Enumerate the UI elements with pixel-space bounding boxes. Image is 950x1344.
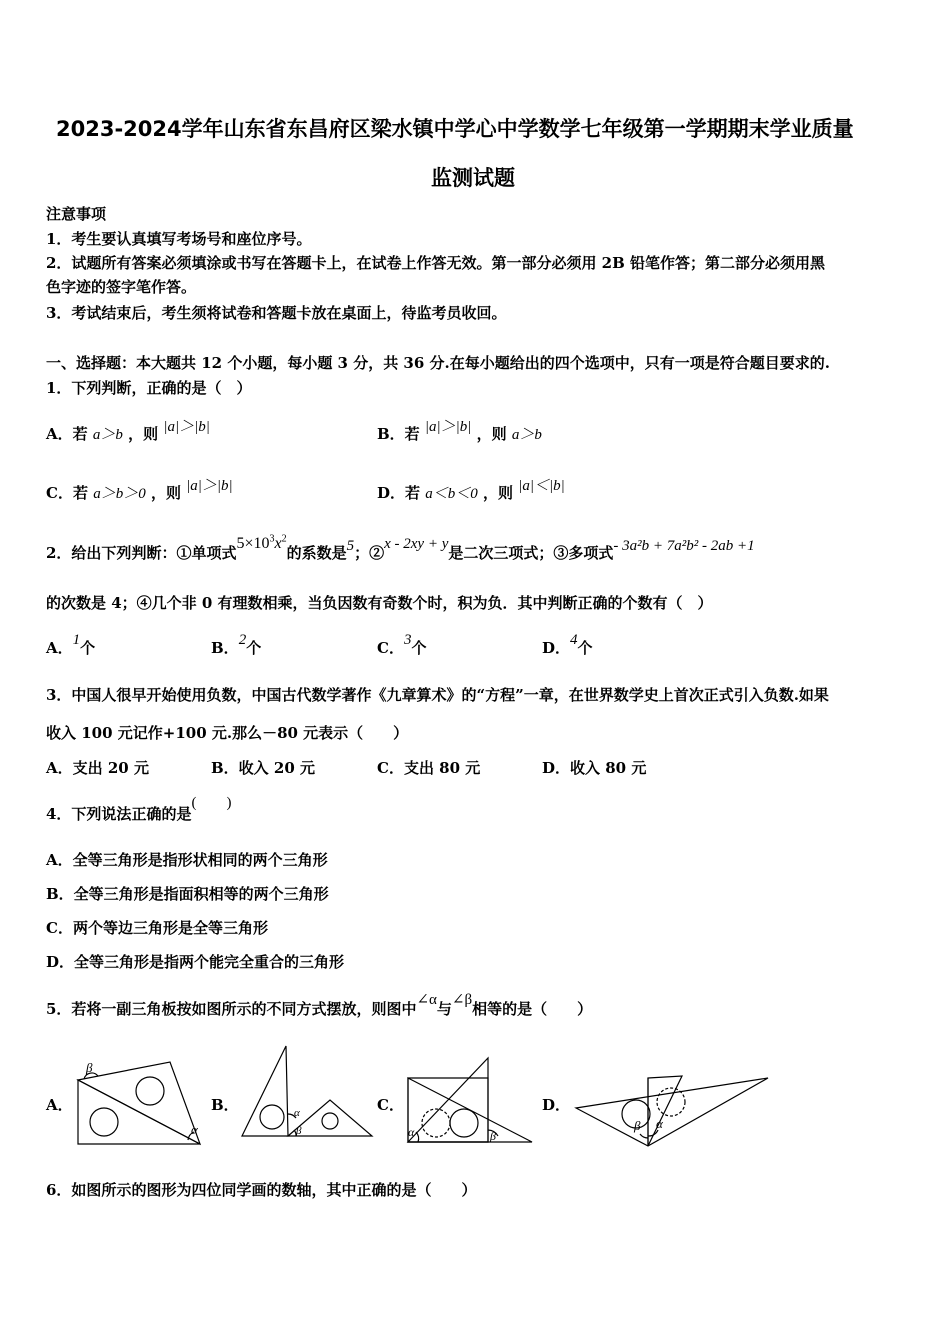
figure-b-triangle-tall <box>242 1046 288 1136</box>
option-label: B． <box>211 639 239 657</box>
section-heading: 一、选择题：本大题共 12 个小题，每小题 3 分，共 36 分.在每小题给出的四个选项中，只有一项是符合题目要求的. <box>46 354 830 372</box>
figure-b-circle <box>260 1105 284 1129</box>
figure-a-alpha-label: α <box>191 1122 198 1137</box>
math-expr: 3 <box>403 632 412 648</box>
notice-item: 2．试题所有答案必须填涂或书写在答题卡上，在试卷上作答无效。第一部分必须用 2B 铅笔作答；第二部分必须用黑 <box>46 254 826 272</box>
q5-label-c: C． <box>377 1096 404 1114</box>
figure-c <box>402 1044 537 1149</box>
stem-text: 与 <box>436 1000 452 1018</box>
q4-option-b: B．全等三角形是指面积相等的两个三角形 <box>46 885 329 903</box>
option-text: A．若 <box>46 425 88 443</box>
figure-b-circle <box>322 1113 338 1129</box>
q2-option-c <box>377 632 427 658</box>
math-expr: 4 <box>570 632 578 648</box>
figure-c-frame <box>408 1078 488 1142</box>
option-text: ，则 <box>476 425 507 443</box>
answer-paren: ( ) <box>191 795 232 811</box>
figure-c-alpha-label: α <box>408 1125 415 1139</box>
question-3-line2: 收入 100 元记作+100 元.那么－80 元表示（ ） <box>46 724 409 742</box>
question-4-stem <box>46 795 232 824</box>
figure-d-angle-arc <box>640 1134 648 1138</box>
figure-a-circle <box>90 1108 118 1136</box>
math-expr: 2 <box>238 632 247 648</box>
page-title: 2023-2024学年山东省东昌府区梁水镇中学心中学数学七年级第一学期期末学业质量 <box>56 117 854 141</box>
question-5-stem <box>46 992 593 1019</box>
q1-option-d <box>377 478 565 503</box>
math-var: x <box>274 535 282 552</box>
q1-option-b <box>377 419 542 444</box>
math-exponent: 2 <box>281 533 287 545</box>
angle-alpha: ∠α <box>416 992 437 1008</box>
q3-option-b: B．收入 20 元 <box>211 759 315 777</box>
math-expr: 5 <box>346 538 355 554</box>
figure-c-beta-label: β <box>490 1129 496 1143</box>
option-text: 个 <box>411 639 427 657</box>
option-text: B．若 <box>377 425 420 443</box>
stem-text: 是二次三项式；③多项式 <box>448 544 614 562</box>
option-label: C． <box>377 639 404 657</box>
figure-b-alpha-label: α <box>294 1107 300 1119</box>
figure-a <box>70 1052 210 1152</box>
question-2-stem <box>46 533 755 563</box>
stem-text: 相等的是（ ） <box>472 1000 593 1018</box>
question-2-line2: 的次数是 4；④几个非 0 有理数相乘，当负因数有奇数个时，积为负．其中判断正确的个数有（ ） <box>46 594 713 612</box>
figure-d-alpha-label: α <box>656 1116 663 1131</box>
notice-item: 色字迹的签字笔作答。 <box>46 278 197 296</box>
q3-option-a: A．支出 20 元 <box>46 759 149 777</box>
question-1-stem: 1．下列判断，正确的是（ ） <box>46 379 252 397</box>
notice-item: 3．考试结束后，考生须将试卷和答题卡放在桌面上，待监考员收回。 <box>46 304 507 322</box>
option-text: ，则 <box>483 484 514 502</box>
option-text: 个 <box>246 639 262 657</box>
q2-option-b <box>211 632 262 658</box>
figure-b <box>238 1044 378 1144</box>
option-text: ，则 <box>128 425 159 443</box>
figure-a-circle <box>136 1077 164 1105</box>
figure-b-beta-label: β <box>296 1125 302 1137</box>
math-expr: a＜b＜0 <box>425 486 478 502</box>
option-text: C．若 <box>46 484 88 502</box>
math-expr: |a|＞|b| <box>424 419 472 435</box>
q1-option-c <box>46 478 233 503</box>
stem-text: 5．若将一副三角板按如图所示的不同方式摆放，则图中 <box>46 1000 417 1018</box>
math-expr: |a|＜|b| <box>518 478 565 494</box>
math-expr: - 3a²b + 7a²b² - 2ab +1 <box>613 538 755 554</box>
option-text: 个 <box>577 639 593 657</box>
math-expr: x - 2xy + y <box>384 536 449 552</box>
q4-option-d: D．全等三角形是指两个能完全重合的三角形 <box>46 953 345 971</box>
option-label: A． <box>46 639 73 657</box>
figure-a-beta-label: β <box>86 1060 93 1075</box>
q4-option-a: A．全等三角形是指形状相同的两个三角形 <box>46 851 328 869</box>
angle-beta: ∠β <box>451 992 473 1008</box>
figure-d <box>570 1072 770 1152</box>
option-text: D．若 <box>377 484 421 502</box>
q5-label-a: A． <box>46 1096 73 1114</box>
page-title-line2: 监测试题 <box>431 166 515 190</box>
math-expr: 5×10 <box>236 535 270 552</box>
figure-d-circle-dashed <box>657 1088 685 1116</box>
q5-label-b: B． <box>211 1096 239 1114</box>
question-6-stem: 6．如图所示的图形为四位同学画的数轴，其中正确的是（ ） <box>46 1181 477 1199</box>
q3-option-d: D．收入 80 元 <box>542 759 647 777</box>
notice-heading: 注意事项 <box>46 205 107 223</box>
math-expr: a＞b <box>511 427 542 443</box>
figure-c-circle <box>450 1109 478 1137</box>
stem-text: 的系数是 <box>286 544 347 562</box>
q3-option-c: C．支出 80 元 <box>377 759 481 777</box>
q2-option-a <box>46 632 96 658</box>
math-expr: a＞b＞0 <box>93 486 146 502</box>
math-expr: |a|＞|b| <box>163 419 210 435</box>
q1-option-a <box>46 419 210 444</box>
q4-option-c: C．两个等边三角形是全等三角形 <box>46 919 268 937</box>
q2-option-d <box>542 632 593 658</box>
math-expr: |a|＞|b| <box>186 478 233 494</box>
stem-text: ；② <box>354 544 385 562</box>
notice-item: 1．考生要认真填写考场号和座位序号。 <box>46 230 312 248</box>
q5-label-d: D． <box>542 1096 571 1114</box>
stem-text: 4．下列说法正确的是 <box>46 805 192 823</box>
math-expr: 1 <box>72 632 81 648</box>
figure-d-beta-label: β <box>634 1118 641 1133</box>
math-expr: a＞b <box>92 427 123 443</box>
option-text: 个 <box>80 639 96 657</box>
stem-text: 2．给出下列判断：①单项式 <box>46 544 237 562</box>
math-exponent: 3 <box>269 533 275 545</box>
option-text: ，则 <box>150 484 181 502</box>
question-3-line1: 3．中国人很早开始使用负数，中国古代数学著作《九章算术》的“方程”一章，在世界数学史上首次正式引入负数.如果 <box>46 686 829 704</box>
option-label: D． <box>542 639 571 657</box>
